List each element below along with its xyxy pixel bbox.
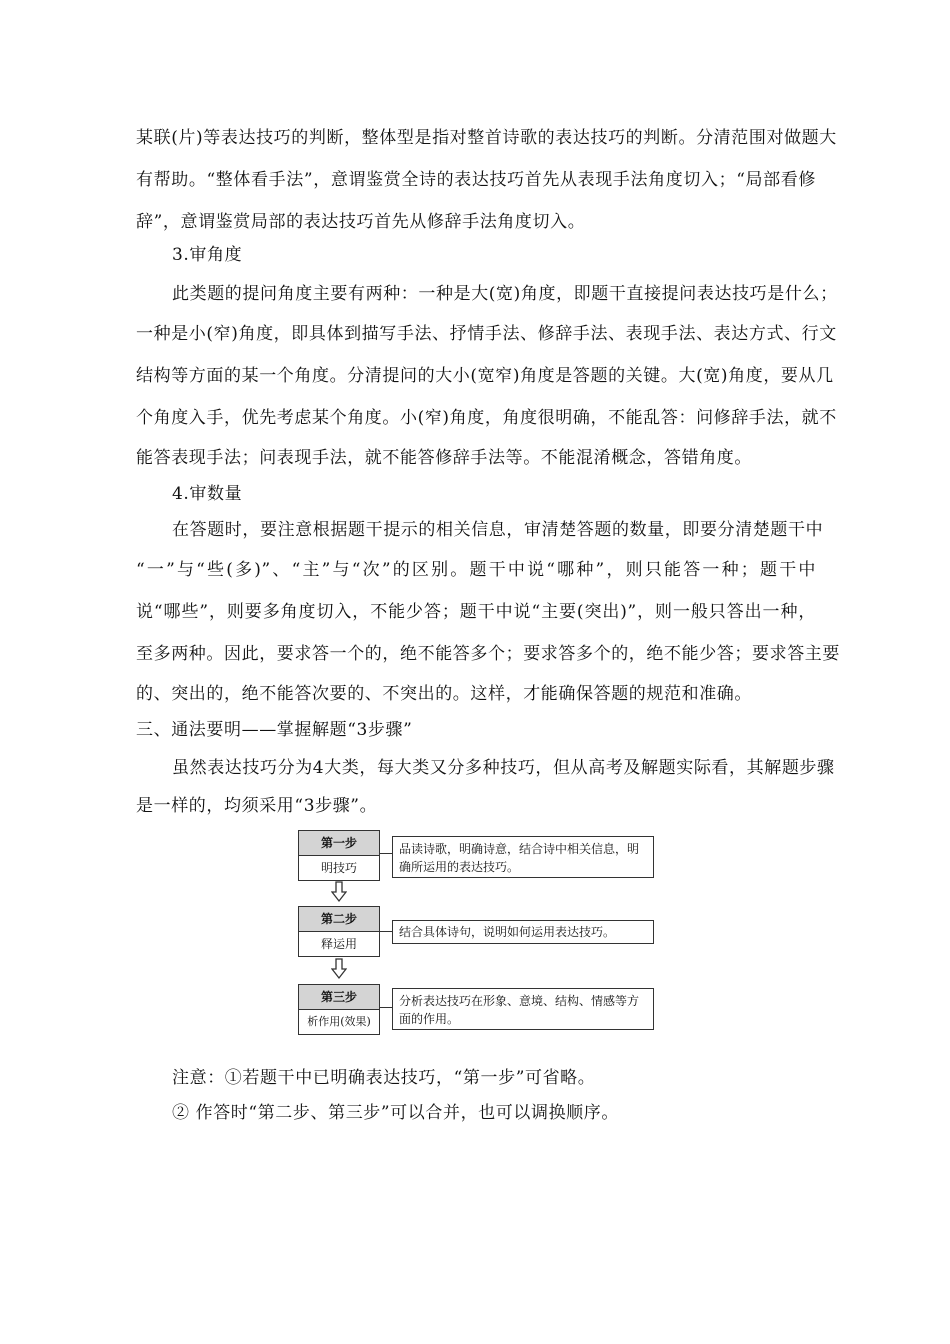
paragraph-line: 一种是小(窄)角度，即具体到描写手法、抒情手法、修辞手法、表现手法、表达方式、行文 (136, 324, 837, 344)
connector-line (380, 931, 392, 932)
paragraph-line: 说“哪些”，则要多角度切入，不能少答；题干中说“主要(突出)”，则一般只答出一种， (136, 602, 816, 622)
paragraph-line: 的、突出的，绝不能答次要的、不突出的。这样，才能确保答题的规范和准确。 (136, 684, 752, 704)
step-1-title: 第一步 (299, 831, 379, 856)
step-3-box (298, 984, 380, 1035)
down-arrow-icon (331, 958, 347, 980)
subheading-4: 4.审数量 (172, 484, 243, 504)
paragraph-line: 个角度入手，优先考虑某个角度。小(窄)角度，角度很明确，不能乱答：问修辞手法，就不 (136, 408, 837, 428)
connector-line (380, 853, 392, 854)
step-1-label: 明技巧 (320, 861, 357, 875)
step-3-description: 分析表达技巧在形象、意境、结构、情感等方面的作用。 (392, 988, 654, 1030)
connector-line (380, 1007, 392, 1008)
subheading-3: 3.审角度 (172, 245, 243, 265)
paragraph-line: 能答表现手法；问表现手法，就不能答修辞手法等。不能混淆概念，答错角度。 (136, 448, 752, 468)
paragraph-line: 虽然表达技巧分为4大类，每大类又分多种技巧，但从高考及解题实际看，其解题步骤 (172, 758, 835, 778)
step-3-title: 第三步 (299, 985, 379, 1010)
step-2-description: 结合具体诗句，说明如何运用表达技巧。 (392, 920, 654, 944)
paragraph-line: 结构等方面的某一个角度。分清提问的大小(宽窄)角度是答题的关键。大(宽)角度，要从几 (136, 366, 834, 386)
note-2: ② 作答时“第二步、第三步”可以合并，也可以调换顺序。 (172, 1103, 619, 1123)
step-2-label: 释运用 (320, 937, 357, 951)
paragraph-line: 某联(片)等表达技巧的判断，整体型是指对整首诗歌的表达技巧的判断。分清范围对做题大 (136, 128, 837, 148)
section-heading-3: 三、通法要明——掌握解题“3步骤” (136, 720, 413, 740)
paragraph-line: 是一样的，均须采用“3步骤”。 (136, 796, 378, 816)
down-arrow-icon (331, 881, 347, 903)
note-1: 注意：①若题干中已明确表达技巧，“第一步”可省略。 (172, 1068, 596, 1088)
step-3-label: 析作用(效果) (307, 1015, 371, 1028)
step-1-box (298, 830, 380, 881)
paragraph-line: “一”与“些(多)”、“主”与“次”的区别。题干中说“哪种”，则只能答一种；题干中 (136, 560, 816, 580)
paragraph-line: 辞”，意谓鉴赏局部的表达技巧首先从修辞手法角度切入。 (136, 212, 586, 232)
paragraph-line: 至多两种。因此，要求答一个的，绝不能答多个；要求答多个的，绝不能少答；要求答主要 (136, 644, 840, 664)
paragraph-line: 在答题时，要注意根据题干提示的相关信息，审清楚答题的数量，即要分清楚题干中 (172, 520, 824, 540)
three-step-diagram (298, 830, 658, 1036)
paragraph-line: 此类题的提问角度主要有两种：一种是大(宽)角度，即题干直接提问表达技巧是什么； (172, 284, 838, 304)
step-1-description: 品读诗歌，明确诗意，结合诗中相关信息，明确所运用的表达技巧。 (392, 836, 654, 878)
step-2-box (298, 906, 380, 957)
paragraph-line: 有帮助。“整体看手法”，意谓鉴赏全诗的表达技巧首先从表现手法角度切入；“局部看修 (136, 170, 816, 190)
step-2-title: 第二步 (299, 907, 379, 932)
